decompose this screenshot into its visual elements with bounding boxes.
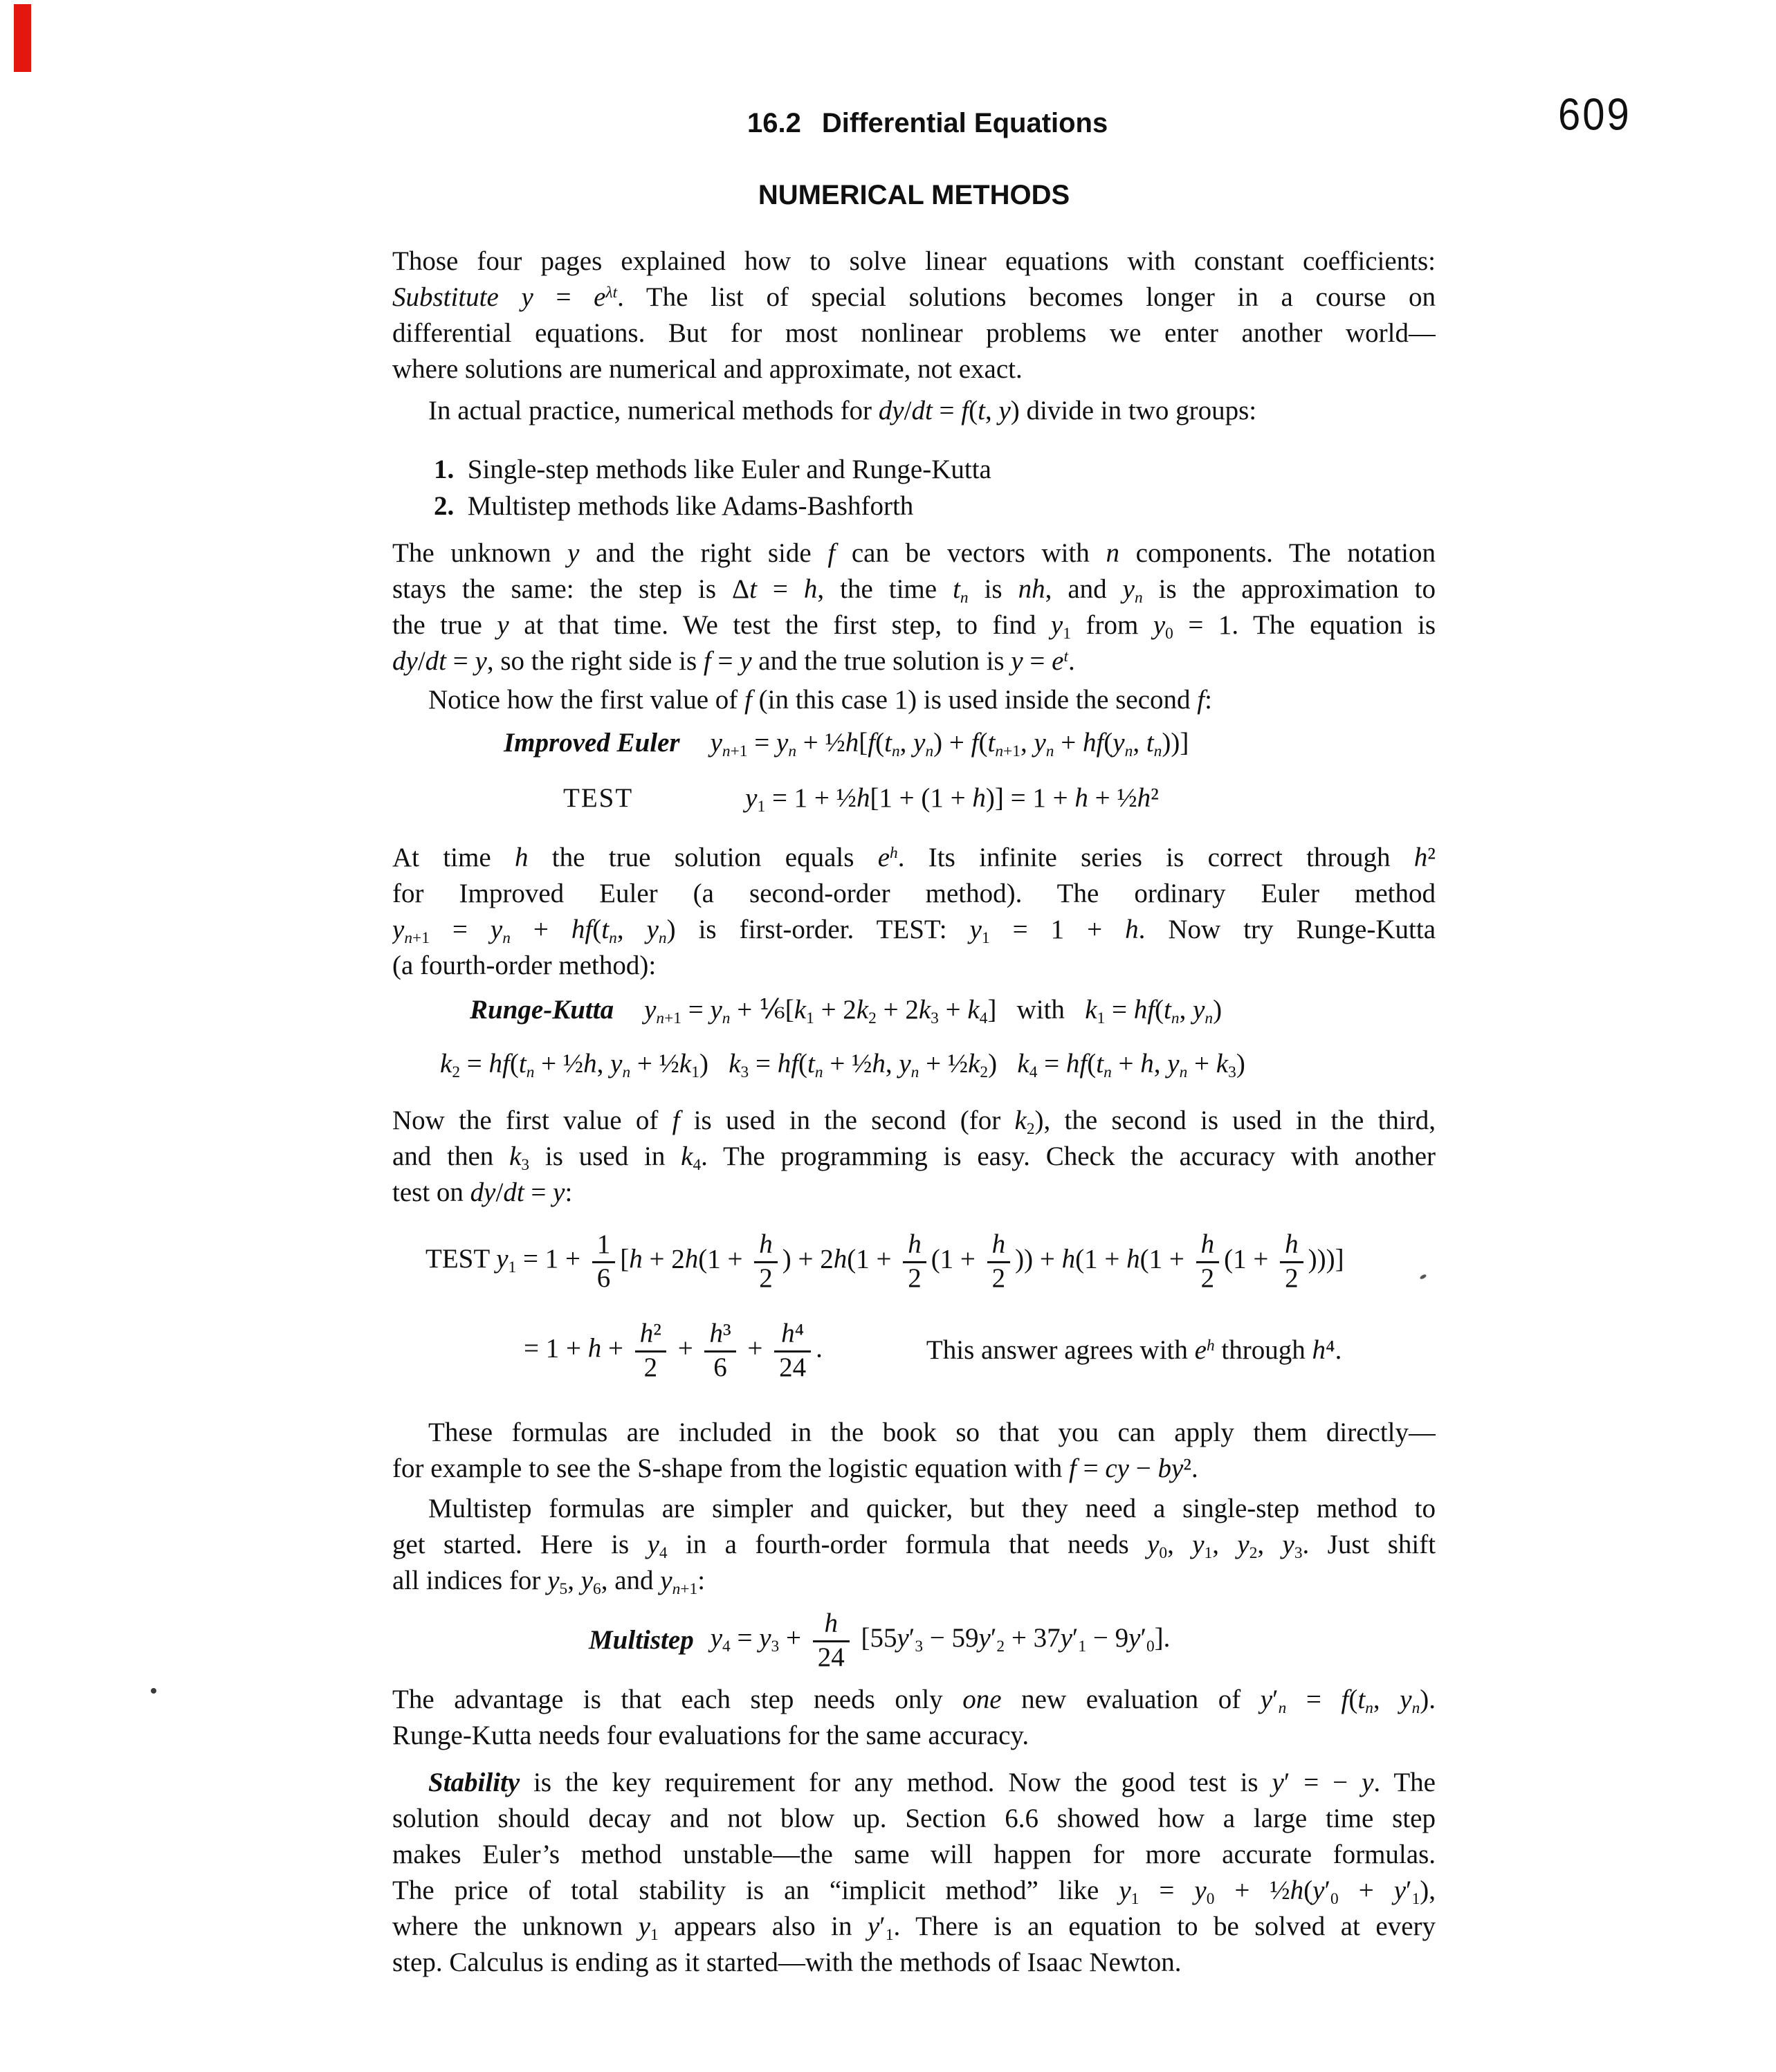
math-text: )))]	[1308, 1244, 1344, 1274]
text-line: step. Calculus is ending as it started—with the methods of Isaac Newton.	[392, 1947, 1182, 1977]
math-text: $y_4 = y_3$ +	[710, 1622, 808, 1656]
paragraph-stability	[392, 1765, 1436, 1981]
fraction	[754, 1230, 778, 1293]
text-line: These formulas are included in the book so that you can apply them directly—	[428, 1418, 1436, 1447]
fraction	[987, 1230, 1011, 1293]
text-line: The price of total stability is an “implicit method” like $y_1 = y_0$ + $\frac{1}{2}h(y'_0 + y'_1)$,	[392, 1876, 1436, 1909]
fraction	[635, 1319, 666, 1382]
text-line: makes Euler’s method unstable—the same will happen for more accurate formulas.	[392, 1840, 1436, 1869]
formula-big-test	[392, 1222, 1436, 1301]
math-text: ) + 2h(1 +	[782, 1244, 899, 1274]
text-line: the true y at that time. We test the first step, to find $y_1$ from $y_0 = 1$. The equation is	[392, 610, 1436, 643]
paragraph-in-actual-practice	[392, 393, 1436, 429]
text-line: Substitute $y = e^{\lambda t}$. The list of special solutions becomes longer in a course on	[392, 282, 1436, 312]
math-text: +	[670, 1332, 700, 1363]
running-header	[747, 108, 1108, 139]
formula-label-improved-euler: Improved Euler	[504, 728, 680, 758]
formula-label-test: TEST	[563, 783, 634, 813]
fraction-numerator: h	[1280, 1230, 1303, 1263]
formula-improved-euler	[392, 726, 1436, 765]
paragraph-at-time-h	[392, 840, 1436, 984]
fraction	[774, 1319, 811, 1382]
fraction-numerator: h	[813, 1609, 850, 1642]
page-title: NUMERICAL METHODS	[758, 180, 1070, 210]
paragraph-advantage	[392, 1682, 1436, 1754]
formula-series-comment: This answer agrees with $e^h$ through h⁴.	[926, 1335, 1342, 1365]
formula-multistep-expression	[711, 1609, 1171, 1672]
scan-speck	[151, 1688, 156, 1694]
text-line: dy/dt = y, so the right side is f = y and the true solution is $y = e^t$.	[392, 646, 1075, 676]
math-text: [h + 2h(1 +	[620, 1244, 750, 1274]
fraction	[1280, 1230, 1303, 1293]
fraction	[903, 1230, 926, 1293]
formula-big-test-expression	[425, 1230, 1344, 1293]
section-number: 16.2	[747, 108, 801, 138]
paragraph-now-first-value	[392, 1103, 1436, 1211]
fraction-denominator: 6	[596, 1263, 611, 1293]
formula-runge-kutta-expression: $y_{n+1} = y_n$ + $\frac{1}{6}[k_1 + 2k_2 + 2k_3 + k_4]$ with $k_1 = hf(t_n$, $y_n$)	[644, 995, 1223, 1028]
text-line: 2. Multistep methods like Adams-Bashforth	[434, 491, 914, 521]
page-number: 609	[1558, 89, 1631, 140]
formula-k-values	[392, 1047, 1436, 1088]
formula-series-expression	[524, 1319, 823, 1382]
formula-series-result	[392, 1312, 1436, 1388]
fraction-numerator: h	[1196, 1230, 1220, 1263]
text-line: $y_{n+1} = y_n + hf(t_n$, $y_n$) is first-order. TEST: $y_1 = 1 + h$. Now try Runge-Kutta	[392, 915, 1436, 948]
paragraph-these-formulas	[392, 1415, 1436, 1487]
formula-label-multistep: Multistep	[589, 1624, 694, 1655]
text-line: all indices for $y_5$, $y_6$, and $y_{n+1}$:	[392, 1566, 706, 1599]
text-line: differential equations. But for most nonlinear problems we enter another world—	[392, 318, 1436, 348]
fraction-denominator: 2	[1285, 1263, 1299, 1293]
text-line: where solutions are numerical and approximate, not exact.	[392, 354, 1023, 384]
fraction-numerator: h	[754, 1230, 778, 1263]
formula-improved-euler-expression: $y_{n+1} = y_n$ + $\frac{1}{2}h[f(t_n$, $y_n) + f(t_{n+1}$, $y_n + hf(y_n$, $t_n$))]	[710, 728, 1189, 761]
text-line: (a fourth-order method):	[392, 951, 657, 980]
text-line: Those four pages explained how to solve linear equations with constant coefficients:	[392, 246, 1436, 276]
fraction-numerator: h⁴	[774, 1319, 811, 1353]
section-title: Differential Equations	[821, 108, 1108, 138]
formula-runge-kutta	[392, 993, 1436, 1034]
text-line: The advantage is that each step needs only one new evaluation of $y'_n = f(t_n$, $y_n$).	[392, 1685, 1436, 1718]
paragraph-intro	[392, 244, 1436, 387]
text-line: Stability is the key requirement for any method. Now the good test is y′ = − y. The	[428, 1768, 1436, 1797]
fraction	[1196, 1230, 1220, 1293]
text-line: Runge-Kutta needs four evaluations for the same accuracy.	[392, 1721, 1029, 1750]
text-line: solution should decay and not blow up. Section 6.6 showed how a large time step	[392, 1804, 1436, 1833]
fraction-denominator: 24	[817, 1642, 845, 1672]
text-line: for Improved Euler (a second-order method). The ordinary Euler method	[392, 879, 1436, 908]
text-line: At time h the true solution equals $e^h$. Its infinite series is correct through h²	[392, 843, 1436, 872]
fraction	[704, 1319, 735, 1382]
formula-test-improved-euler	[392, 782, 1436, 820]
text-line: where the unknown $y_1$ appears also in $y'_1$. There is an equation to be solved at every	[392, 1911, 1436, 1945]
fraction-denominator: 2	[1200, 1263, 1215, 1293]
text-line: test on dy/dt = y:	[392, 1177, 573, 1207]
fraction-numerator: h²	[635, 1319, 666, 1353]
text-line: Notice how the first value of f (in this case 1) is used inside the second f:	[428, 685, 1212, 715]
method-list	[392, 451, 1436, 524]
fraction	[592, 1230, 616, 1293]
math-text: (1 +	[1224, 1244, 1276, 1274]
fraction-denominator: 2	[759, 1263, 773, 1293]
text-line: The unknown y and the right side f can be vectors with n components. The notation	[392, 538, 1436, 568]
math-text: (1 +	[931, 1244, 982, 1274]
fraction-numerator: 1	[592, 1230, 616, 1263]
math-text: )) + h(1 + h(1 +	[1015, 1244, 1191, 1274]
paragraph-unknown-y	[392, 535, 1436, 679]
fraction-denominator: 24	[779, 1352, 807, 1382]
text-line: Multistep formulas are simpler and quicker, but they need a single-step method to	[428, 1494, 1436, 1523]
text-line: 1. Single-step methods like Euler and Runge-Kutta	[434, 455, 991, 484]
fraction-numerator: h	[987, 1230, 1011, 1263]
formula-test-expression: $y_1 = 1$ + ½h[1 + (1 + h)] = 1 + h + ½h²	[745, 783, 1159, 816]
fraction-denominator: 2	[643, 1352, 658, 1382]
fraction-denominator: 6	[713, 1352, 727, 1382]
text-line: Now the first value of f is used in the second (for $k_2$), the second is used in the third,	[392, 1106, 1436, 1139]
formula-k-values-expression: $k_2 = hf(t_n$ + ½h, $y_n$ + $\frac{1}{2}k_1$) $k_3 = hf(t_n$ + ½h, $y_n$ + $\frac{1}{2}k_2$) $k_4 = hf(t_n + h$, $y_n + k_3$)	[440, 1049, 1245, 1082]
text-line: get started. Here is $y_4$ in a fourth-order formula that needs $y_0$, $y_1$, $y_2$, $y_3$. Just shift	[392, 1530, 1436, 1563]
text-line: for example to see the S-shape from the logistic equation with f = cy − by².	[392, 1454, 1198, 1483]
paragraph-multistep-formulas	[392, 1491, 1436, 1599]
formula-label-runge-kutta: Runge-Kutta	[470, 995, 614, 1025]
formula-multistep	[392, 1606, 1436, 1675]
text-line: In actual practice, numerical methods for dy/dt = f(t, y) divide in two groups:	[428, 396, 1257, 425]
fraction-numerator: h	[903, 1230, 926, 1263]
fraction-numerator: h³	[704, 1319, 735, 1353]
paragraph-notice-how	[392, 682, 1436, 718]
math-text: .	[816, 1332, 823, 1363]
red-ink-mark	[14, 4, 31, 72]
math-text: TEST $y_1 = 1$ +	[425, 1244, 587, 1277]
math-text: = 1 + h +	[524, 1332, 630, 1363]
text-line: stays the same: the step is Δt = h, the time $t_n$ is nh, and $y_n$ is the approximation to	[392, 574, 1436, 607]
fraction	[813, 1609, 850, 1672]
math-text: $[55y'_3 - 59y'_2 + 37y'_1 - 9y'_0]$.	[854, 1622, 1171, 1656]
text-column	[392, 244, 1436, 1981]
fraction-denominator: 2	[908, 1263, 922, 1293]
text-line: and then $k_3$ is used in $k_4$. The programming is easy. Check the accuracy with another	[392, 1142, 1436, 1175]
fraction-denominator: 2	[991, 1263, 1006, 1293]
math-text: +	[740, 1332, 770, 1363]
